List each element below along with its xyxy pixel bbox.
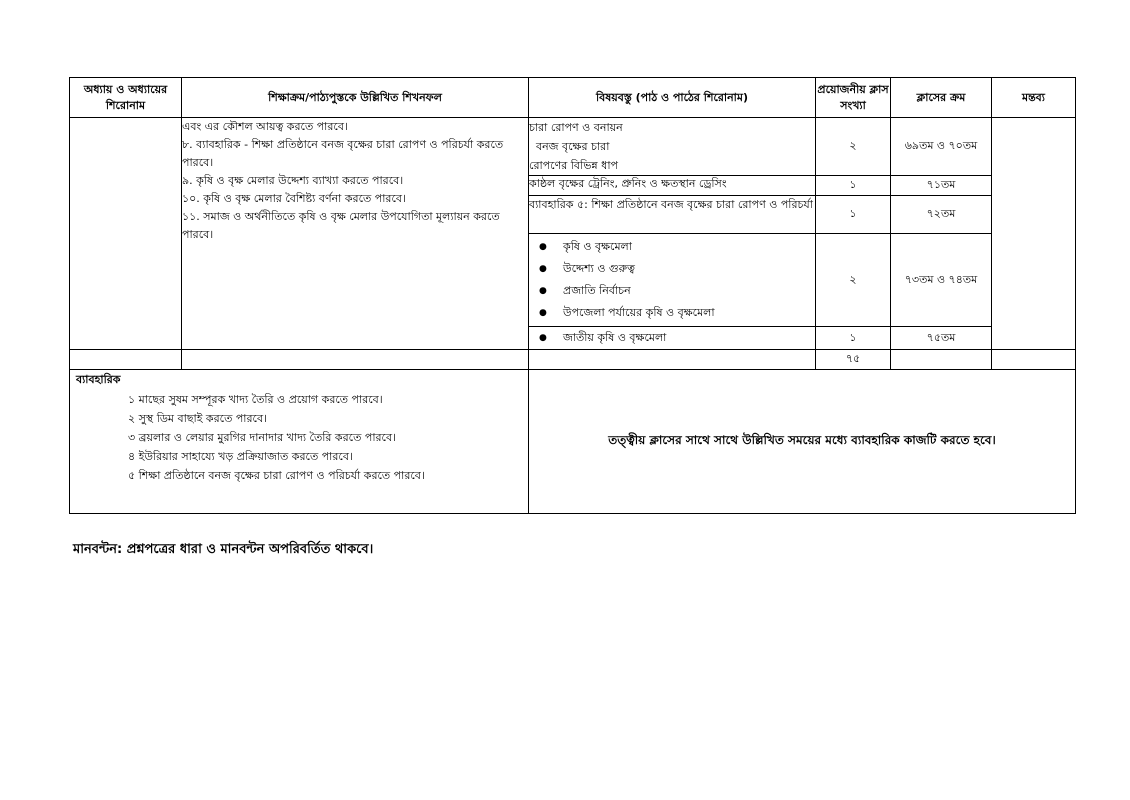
header-content: বিষয়বস্তু (পাঠ ও পাঠের শিরোনাম) xyxy=(529,78,816,118)
content-cell xyxy=(529,234,816,327)
total-row xyxy=(70,350,1076,370)
header-chapter: অধ্যায় ও অধ্যায়ের শিরোনাম xyxy=(70,78,182,118)
class-order-cell: ৭১তম xyxy=(891,176,992,196)
class-order-cell: ৬৯তম ও ৭০তম xyxy=(891,118,992,176)
header-remarks: মন্তব্য xyxy=(992,78,1076,118)
syllabus-table xyxy=(69,77,1076,514)
content-cell: কাষ্ঠল বৃক্ষের ট্রেনিং, প্রুনিং ও ক্ষতস্থান ড্রেসিং xyxy=(529,176,816,196)
content-line: বনজ বৃক্ষের চারা xyxy=(529,140,610,153)
list-item: ● প্রজাতি নির্বাচন xyxy=(539,280,815,302)
list-item: ৪ ইউরিয়ার সাহায্যে খড় প্রক্রিয়াজাত করতে পারবে। xyxy=(128,450,353,463)
header-row xyxy=(70,78,1076,118)
practical-heading: ব্যাবহারিক xyxy=(76,373,121,386)
header-learning-outcomes: শিক্ষাক্রম/পাঠ্যপুস্তকে উল্লিখিত শিখনফল xyxy=(182,78,529,118)
list-item: ১ মাছের সুষম সম্পূরক খাদ্য তৈরি ও প্রয়োগ করতে পারবে। xyxy=(128,393,383,406)
table-row xyxy=(70,118,1076,176)
outcome-item: ৯. কৃষি ও বৃক্ষ মেলার উদ্দেশ্য ব্যাখ্যা করতে পারবে। xyxy=(182,174,404,187)
class-count-cell: ১ xyxy=(816,327,891,350)
class-count-cell: ২ xyxy=(816,234,891,327)
chapter-cell xyxy=(70,118,182,350)
content-cell: ব্যাবহারিক ৫: শিক্ষা প্রতিষ্ঠানে বনজ বৃক্ষের চারা রোপণ ও পরিচর্যা xyxy=(529,196,816,234)
header-class-order: ক্লাসের ক্রম xyxy=(891,78,992,118)
content-cell xyxy=(529,327,816,350)
remarks-cell xyxy=(992,118,1076,350)
list-item: ● উপজেলা পর্যায়ের কৃষি ও বৃক্ষমেলা xyxy=(539,302,815,324)
header-class-count: প্রয়োজনীয় ক্লাস সংখ্যা xyxy=(816,78,891,118)
content-bullet-list xyxy=(529,234,815,326)
practical-row xyxy=(70,370,1076,514)
class-order-cell: ৭৫তম xyxy=(891,327,992,350)
class-count-cell: ২ xyxy=(816,118,891,176)
content-cell xyxy=(529,118,816,176)
outcome-item: ১০. কৃষি ও বৃক্ষ মেলার বৈশিষ্ট্য বর্ণনা করতে পারবে। xyxy=(182,192,406,205)
class-order-cell: ৭৩তম ও ৭৪তম xyxy=(891,234,992,327)
content-bullet-list xyxy=(529,327,815,349)
outcome-item: ১১. সমাজ ও অর্থনীতিতে কৃষি ও বৃক্ষ মেলার উপযোগিতা মূল্যায়ন করতে পারবে। xyxy=(182,210,500,241)
outcome-item: ৮. ব্যাবহারিক - শিক্ষা প্রতিষ্ঠানে বনজ বৃক্ষের চারা রোপণ ও পরিচর্যা করতে পারবে। xyxy=(182,138,504,169)
list-item: ৫ শিক্ষা প্রতিষ্ঠানে বনজ বৃক্ষের চারা রোপণ ও পরিচর্যা করতে পারবে। xyxy=(128,469,425,482)
list-item: ২ সুস্থ ডিম বাছাই করতে পারবে। xyxy=(128,412,268,425)
outcome-item: এবং এর কৌশল আয়ত্ব করতে পারবে। xyxy=(182,120,348,133)
list-item: ● কৃষি ও বৃক্ষমেলা xyxy=(539,236,815,258)
practical-note: তত্ত্বীয় ক্লাসের সাথে সাথে উল্লিখিত সময়ের মধ্যে ব্যাবহারিক কাজটি করতে হবে। xyxy=(529,370,1076,514)
practical-cell xyxy=(70,370,529,514)
total-classes: ৭৫ xyxy=(816,350,891,370)
learning-outcomes-cell xyxy=(182,118,529,350)
list-item: ● উদ্দেশ্য ও গুরুত্ব xyxy=(539,258,815,280)
practical-list xyxy=(70,388,528,485)
list-item: ৩ ব্রয়লার ও লেয়ার মুরগির দানাদার খাদ্য তৈরি করতে পারবে। xyxy=(128,431,397,444)
class-count-cell: ১ xyxy=(816,196,891,234)
class-order-cell: ৭২তম xyxy=(891,196,992,234)
list-item: ● জাতীয় কৃষি ও বৃক্ষমেলা xyxy=(539,327,815,349)
footer-note: মানবন্টন: প্রশ্নপত্রের ধারা ও মানবন্টন অপরিবর্তিত থাকবে। xyxy=(73,542,374,557)
content-line: চারা রোপণ ও বনায়ন xyxy=(529,121,623,134)
content-line: রোপণের বিভিন্ন ধাপ xyxy=(529,159,619,172)
class-count-cell: ১ xyxy=(816,176,891,196)
